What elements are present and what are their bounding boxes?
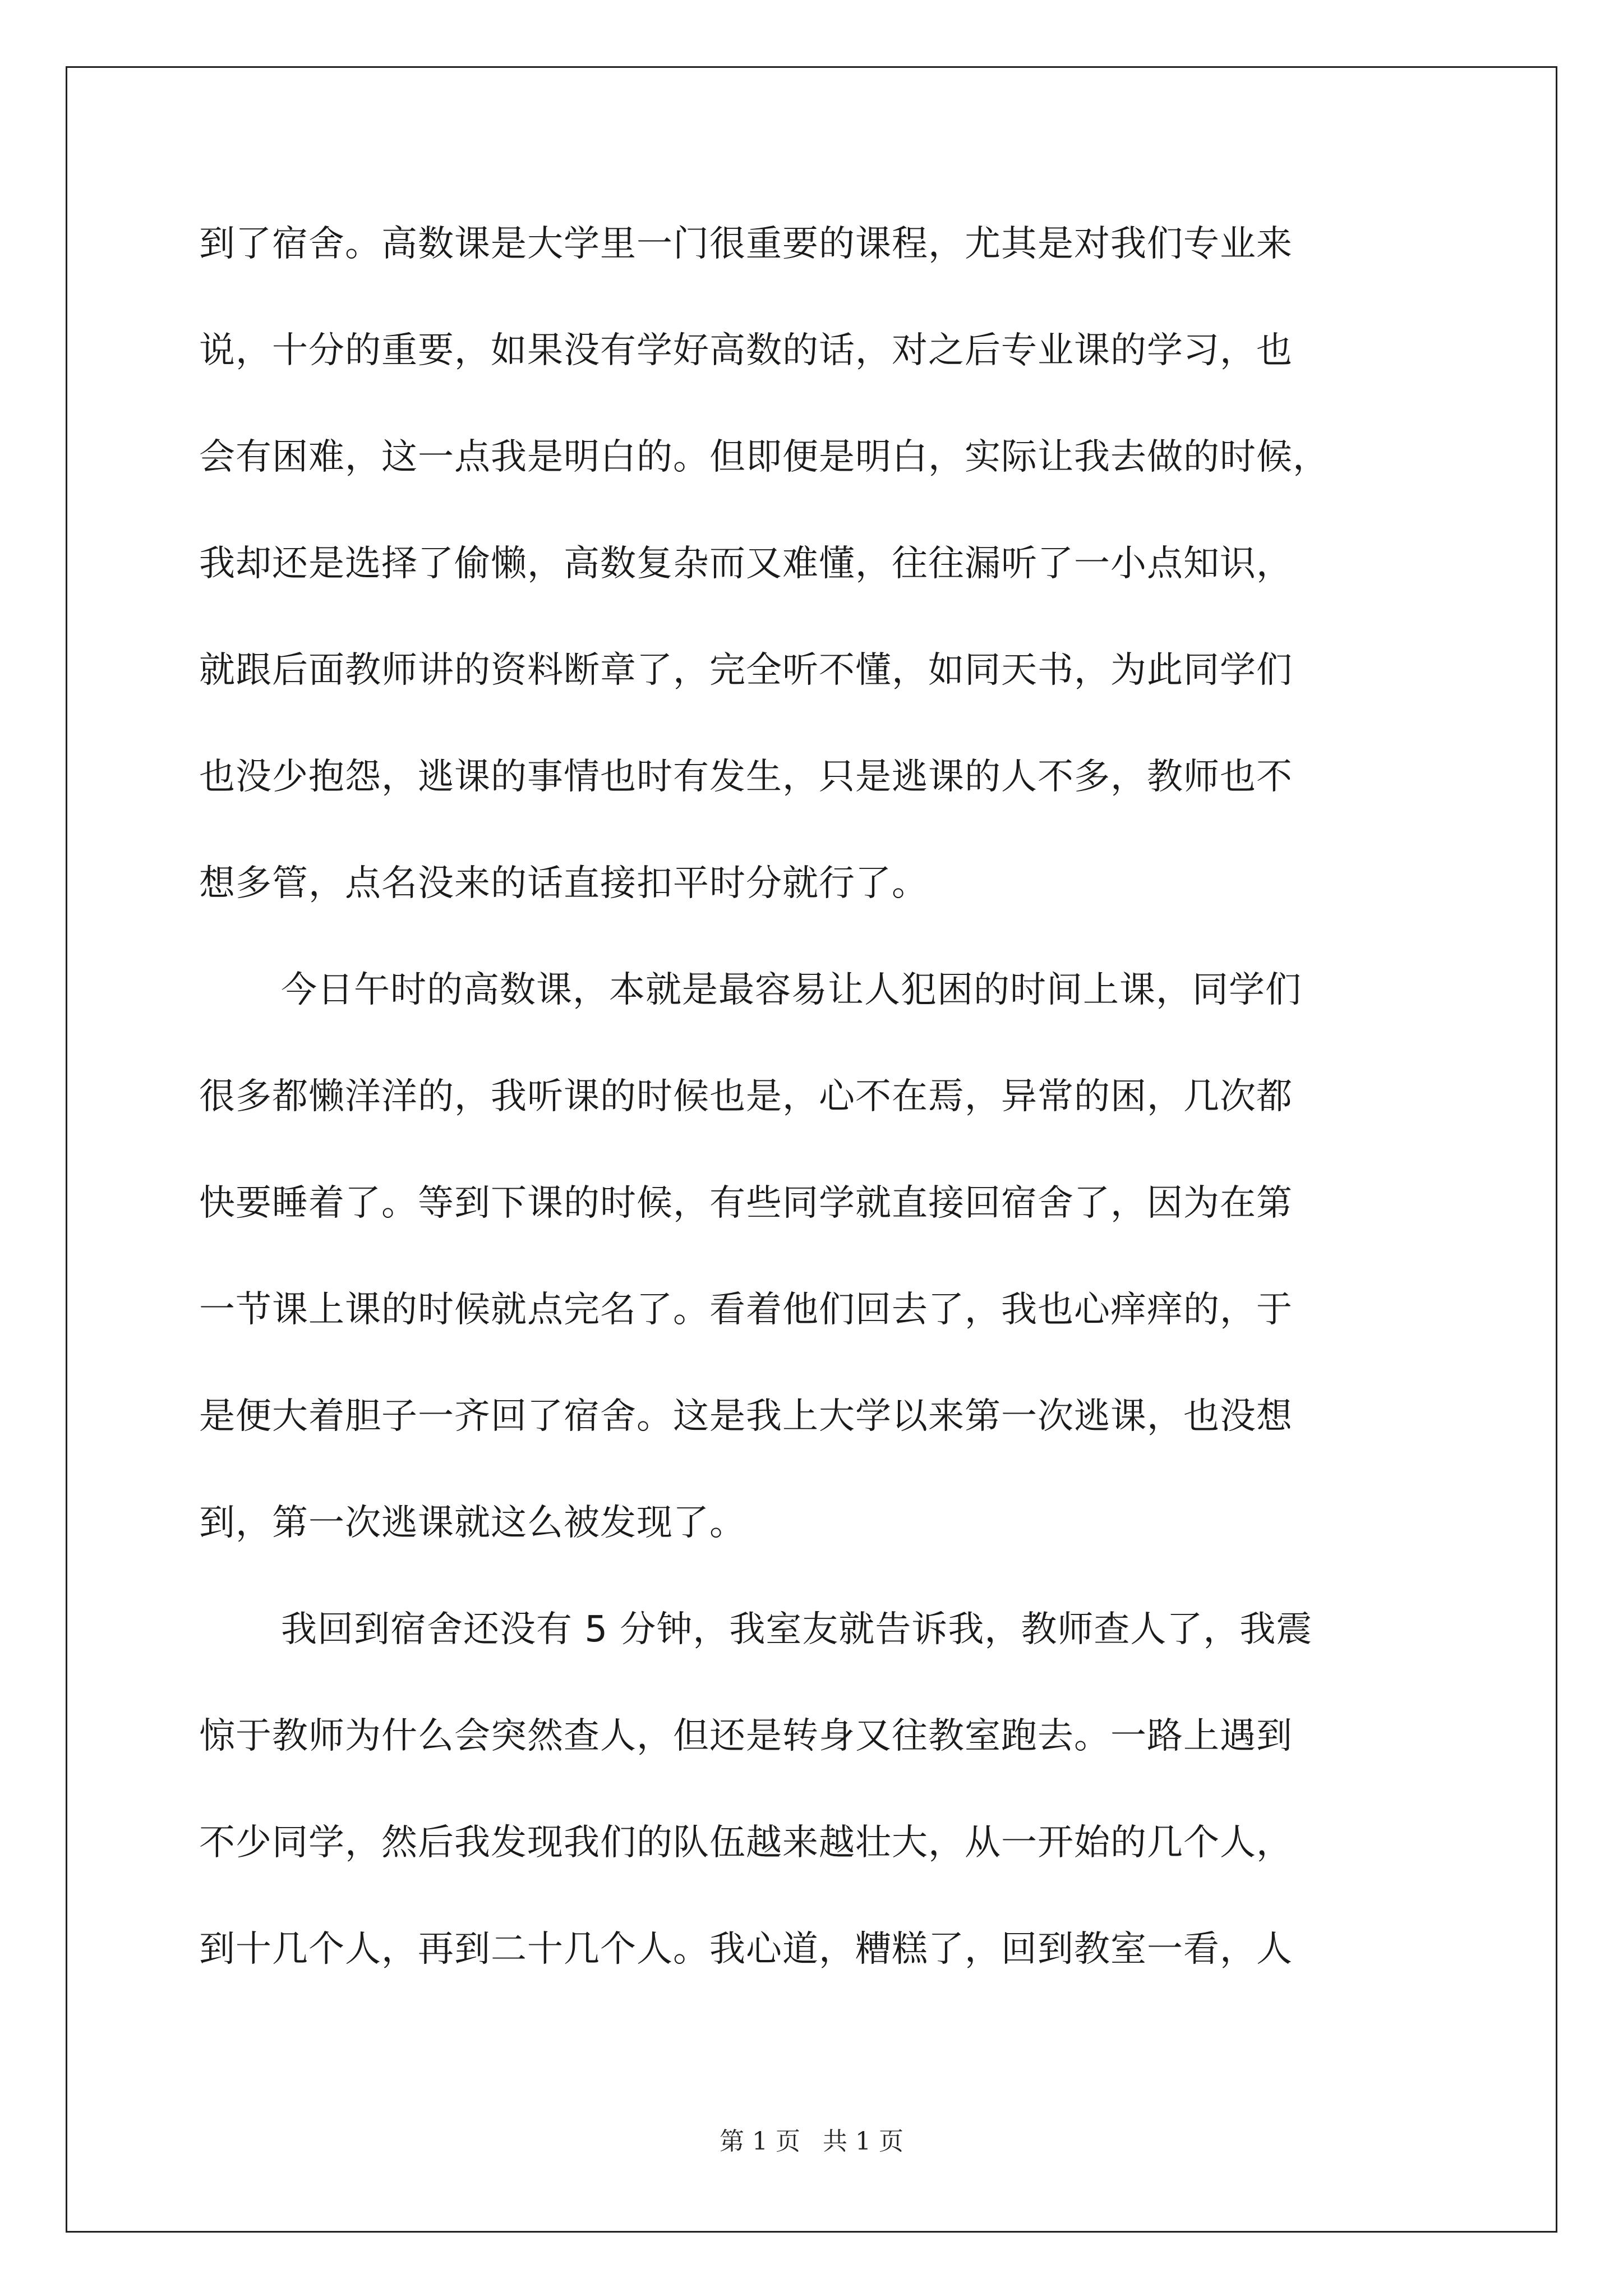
text-line: 一节课上课的时候就点完名了。看着他们回去了，我也心痒痒的，于 (199, 1289, 1293, 1331)
text-line: 说，十分的重要，如果没有学好高数的话，对之后专业课的学习，也 (199, 330, 1293, 371)
text-line: 就跟后面教师讲的资料断章了，完全听不懂，如同天书，为此同学们 (199, 650, 1293, 691)
paragraph-first-line: 今日午时的高数课，本就是最容易让人犯困的时间上课，同学们 (281, 969, 1302, 1011)
text-line: 是便大着胆子一齐回了宿舍。这是我上大学以来第一次逃课，也没想 (199, 1396, 1293, 1437)
text-line: 会有困难，这一点我是明白的。但即便是明白，实际让我去做的时候， (199, 436, 1329, 478)
text-line: 快要睡着了。等到下课的时候，有些同学就直接回宿舍了，因为在第 (199, 1182, 1293, 1224)
text-line: 惊于教师为什么会突然查人，但还是转身又往教室跑去。一路上遇到 (199, 1715, 1293, 1757)
text-line: 也没少抱怨，逃课的事情也时有发生，只是逃课的人不多，教师也不 (199, 756, 1293, 798)
text-line: 到，第一次逃课就这么被发现了。 (199, 1502, 746, 1544)
text-line: 到十几个人，再到二十几个人。我心道，糟糕了，回到教室一看，人 (199, 1929, 1293, 1970)
text-line: 想多管，点名没来的话直接扣平时分就行了。 (199, 863, 928, 904)
text-line: 到了宿舍。高数课是大学里一门很重要的课程，尤其是对我们专业来 (199, 223, 1293, 265)
paragraph-first-line: 我回到宿舍还没有 5 分钟，我室友就告诉我，教师查人了，我震 (281, 1609, 1313, 1650)
document-body (199, 222, 1427, 2033)
page-number: 第 1 页 (720, 2127, 800, 2156)
page-total: 共 1 页 (823, 2127, 903, 2156)
text-line: 很多都懒洋洋的，我听课的时候也是，心不在焉，异常的困，几次都 (199, 1076, 1293, 1117)
page-footer (0, 2126, 1623, 2157)
text-line: 我却还是选择了偷懒，高数复杂而又难懂，往往漏听了一小点知识， (199, 543, 1293, 585)
text-line: 不少同学，然后我发现我们的队伍越来越壮大，从一开始的几个人， (199, 1822, 1293, 1864)
